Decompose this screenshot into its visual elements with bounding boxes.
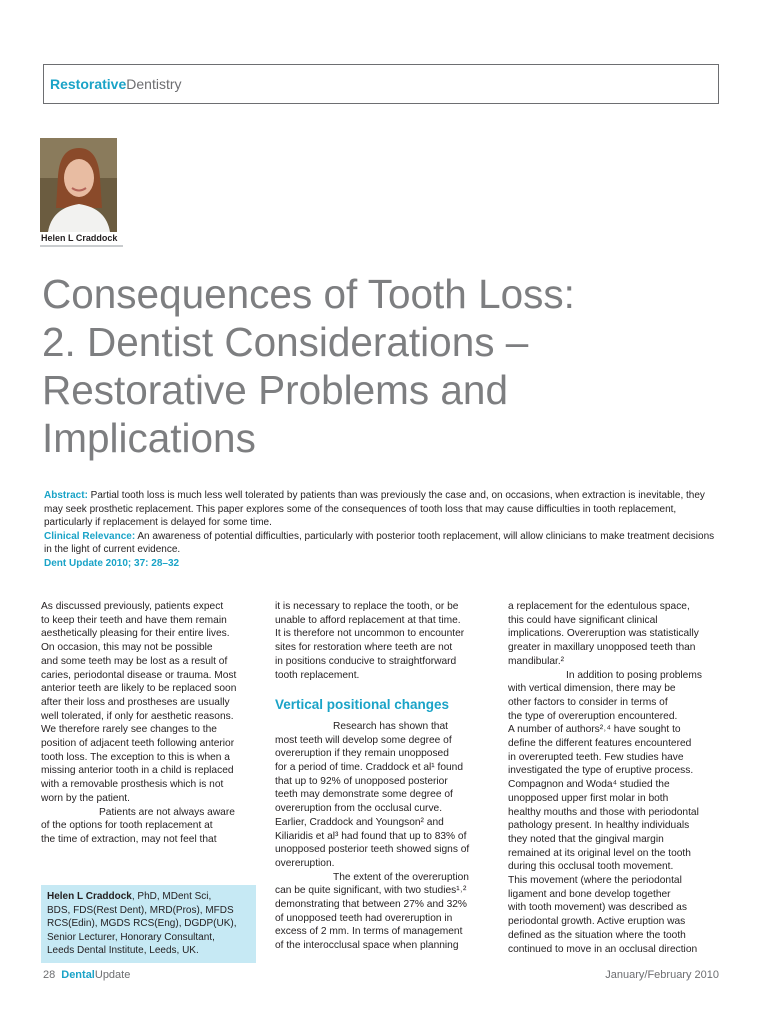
title-line: Consequences of Tooth Loss:: [42, 271, 575, 317]
author-bio-box: [41, 885, 256, 963]
text-line: teeth may demonstrate some degree of: [275, 789, 453, 801]
title-line: 2. Dentist Considerations –: [42, 319, 529, 365]
text-line: for a period of time. Craddock et al¹ found: [275, 762, 464, 774]
text-line: most teeth will develop some degree of: [275, 734, 452, 746]
abstract-paragraph: [44, 489, 724, 530]
title-line: Restorative Problems and: [42, 367, 508, 413]
paragraph: [275, 871, 495, 953]
text-line: they noted that the gingival margin: [508, 833, 664, 845]
text-line: Compagnon and Woda⁴ studied the: [508, 779, 670, 791]
text-line: It is therefore not uncommon to encounter: [275, 628, 465, 640]
clinical-relevance-text: An awareness of potential difficulties, particularly with posterior tooth replacement, will allow clinicians to make treatment decisions in the light of current evidence.: [44, 530, 715, 555]
text-line: that up to 92% of unopposed posterior: [275, 775, 448, 787]
text-line: defined as the situation where the tooth: [508, 929, 686, 941]
bio-line: [47, 891, 211, 902]
text-line: aesthetically pleasing for their entire lives.: [41, 628, 230, 640]
body-column-3: [508, 600, 728, 956]
body-column-1: [41, 600, 261, 847]
paragraph: [508, 600, 728, 669]
text-line: Earlier, Craddock and Youngson² and: [275, 816, 444, 828]
paragraph: [508, 669, 728, 957]
text-line: mandibular.²: [508, 655, 565, 667]
article-title: [42, 270, 722, 462]
text-line: A number of authors²˒⁴ have sought to: [508, 724, 681, 736]
abstract-label: Abstract:: [44, 490, 88, 501]
text-line: during this occlusal tooth movement.: [508, 861, 674, 873]
author-caption: Helen L Craddock: [41, 233, 118, 243]
text-line: tooth replacement.: [275, 669, 360, 681]
title-line: Implications: [42, 415, 256, 461]
body-column-2: [275, 600, 495, 953]
text-line: and some teeth may be lost as a result of: [41, 655, 228, 667]
paragraph: [41, 600, 261, 806]
text-line: sites for restoration where teeth are not: [275, 642, 453, 654]
section-header-label: [50, 76, 182, 92]
citation: Dent Update 2010; 37: 28–32: [44, 557, 180, 569]
abstract-block: [44, 489, 724, 570]
text-line: the time of extraction, may not feel that: [41, 833, 217, 845]
text-line: demonstrating that between 27% and 32%: [275, 899, 467, 911]
text-line: unable to afford replacement at that time.: [275, 614, 461, 626]
text-line: overeruption if they remain unopposed: [275, 748, 449, 760]
text-line: of unopposed teeth had overeruption in: [275, 912, 453, 924]
section-subheading: Vertical positional changes: [275, 697, 450, 713]
text-line: position of adjacent teeth following anterior: [41, 738, 235, 750]
text-line: Research has shown that: [333, 720, 448, 732]
text-line: Kiliaridis et al³ had found that up to 83% of: [275, 830, 467, 842]
text-line: On occasion, this may not be possible: [41, 642, 213, 654]
text-line: greater in maxillary unopposed teeth than: [508, 642, 696, 654]
paragraph: [275, 600, 495, 682]
paragraph: [41, 806, 261, 847]
text-line: excess of 2 mm. In terms of management: [275, 926, 463, 938]
text-line: well tolerated, if only for aesthetic reasons.: [41, 710, 234, 722]
text-line: investigated the type of eruptive process.: [508, 765, 694, 777]
caption-rule: [40, 245, 123, 247]
author-photo: [40, 138, 117, 232]
bio-line: Senior Lecturer, Honorary Consultant,: [47, 931, 215, 943]
text-line: define the different features encountered: [508, 738, 692, 750]
text-line: with tooth movement) was described as: [508, 902, 687, 914]
text-line: periodontal growth. Active eruption was: [508, 916, 686, 928]
text-line: of the interocclusal space when planning: [275, 940, 459, 952]
text-line: of the options for tooth replacement at: [41, 820, 213, 832]
text-line: caries, periodontal disease or trauma. Most: [41, 669, 237, 681]
text-line: pathology present. In healthy individuals: [508, 820, 690, 832]
text-line: Patients are not always aware: [99, 806, 235, 818]
footer-left: [43, 969, 130, 981]
text-line: overeruption.: [275, 857, 335, 869]
text-line: In addition to posing problems: [566, 669, 702, 681]
text-line: This movement (where the periodontal: [508, 875, 682, 887]
footer-issue-date: January/February 2010: [605, 969, 719, 981]
bio-author-name: Helen L Craddock: [47, 891, 132, 902]
text-line: a replacement for the edentulous space,: [508, 601, 690, 612]
text-line: missing anterior tooth in a child is replaced: [41, 765, 234, 777]
text-line: unopposed upper first molar in both: [508, 792, 669, 804]
text-line: healthy mouths and those with periodontal: [508, 806, 699, 818]
text-line: ligament and bone develop together: [508, 888, 671, 900]
bio-text: , PhD, MDent Sci,: [131, 891, 212, 902]
clinical-relevance-paragraph: [44, 530, 724, 557]
text-line: The extent of the overeruption: [333, 871, 469, 883]
text-line: with a removable prosthesis which is not: [41, 779, 224, 791]
text-line: We therefore rarely see changes to the: [41, 724, 217, 736]
text-line: other factors to consider in terms of: [508, 696, 668, 708]
text-line: can be quite significant, with two studies¹˒²: [275, 885, 467, 897]
text-line: remained at its original level on the tooth: [508, 847, 691, 859]
text-line: with vertical dimension, there may be: [508, 683, 676, 695]
journal-name-update: Update: [94, 969, 131, 981]
section-name-dentistry: Dentistry: [126, 76, 182, 92]
text-line: anterior teeth are likely to be replaced soon: [41, 683, 237, 695]
text-line: it is necessary to replace the tooth, or be: [275, 601, 459, 612]
section-header-box: [43, 64, 719, 104]
abstract-text: Partial tooth loss is much less well tolerated by patients than was previously the case and, on occasions, when extraction is inevitable, they may seek prosthetic replacement. This paper explores some of the consequences of tooth loss that may cause difficulties in tooth replacement, particularly if replacement is delayed for some time.: [44, 490, 705, 528]
clinical-relevance-label: Clinical Relevance:: [44, 530, 136, 542]
bio-line: BDS, FDS(Rest Dent), MRD(Pros), MFDS: [47, 904, 234, 916]
text-line: after their loss and prostheses are usually: [41, 696, 230, 708]
text-line: worn by the patient.: [41, 792, 130, 804]
text-line: the type of overeruption encountered.: [508, 710, 678, 722]
bio-line: Leeds Dental Institute, Leeds, UK.: [47, 945, 199, 956]
text-line: overeruption from the occlusal curve.: [275, 803, 443, 815]
text-line: to keep their teeth and have them remain: [41, 614, 227, 626]
journal-name-dental: Dental: [61, 969, 95, 981]
page-number: 28: [43, 969, 56, 981]
text-line: in overerupted teeth. Few studies have: [508, 751, 684, 763]
text-line: unopposed posterior teeth showed signs of: [275, 844, 470, 856]
text-line: this could have significant clinical: [508, 614, 658, 626]
text-line: in positions conducive to straightforward: [275, 655, 457, 667]
section-name-restorative: Restorative: [50, 76, 127, 92]
bio-line: RCS(Edin), MGDS RCS(Eng), DGDP(UK),: [47, 918, 237, 929]
paragraph: [275, 720, 495, 871]
text-line: tooth loss. The exception to this is when a: [41, 751, 230, 763]
text-line: continued to move in an occlusal direction: [508, 943, 698, 955]
text-line: As discussed previously, patients expect: [41, 601, 224, 612]
text-line: implications. Overeruption was statistically: [508, 628, 699, 640]
